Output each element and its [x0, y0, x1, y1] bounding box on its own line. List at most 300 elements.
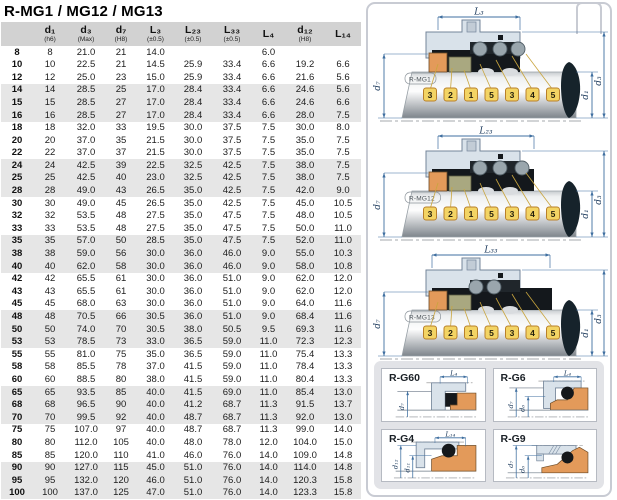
value-cell: 6.6: [336, 59, 350, 71]
value-cell: 15.8: [325, 474, 361, 487]
value-cell: 35.0: [295, 147, 315, 159]
value-cell: 37: [115, 147, 127, 159]
value-cell: 15.0: [146, 71, 165, 83]
value-cell: 51.0: [222, 285, 242, 297]
value-cell: 85.5: [76, 361, 96, 373]
value-cell: 14.0: [259, 449, 278, 461]
svg-text:d₇: d₇: [373, 200, 383, 210]
value-cell: 28.5: [67, 96, 105, 109]
value-cell: 30.0: [183, 134, 203, 146]
value-cell: 8: [47, 46, 53, 58]
value-cell: 7.5: [261, 197, 276, 209]
value-cell: 57.0: [67, 235, 105, 248]
value-cell: 74.0: [67, 323, 105, 336]
value-cell: 61: [115, 273, 127, 285]
value-cell: 11.3: [252, 411, 285, 424]
value-cell: 51.0: [174, 462, 212, 475]
value-cell: 14.8: [333, 449, 353, 461]
value-cell: 40: [33, 260, 67, 273]
table-row: [1, 487, 361, 500]
svg-text:d₃: d₃: [594, 314, 604, 324]
value-cell: 42.5: [212, 185, 252, 198]
table-row: [1, 134, 361, 147]
table-row: [1, 46, 361, 59]
value-cell: 35.0: [183, 222, 203, 234]
value-cell: 36.5: [174, 336, 212, 349]
svg-text:L₃: L₃: [474, 7, 484, 18]
value-cell: 125: [105, 487, 137, 500]
value-cell: 25.9: [183, 71, 203, 83]
column-header: d₁ (h6): [33, 22, 67, 46]
value-cell: 35.0: [183, 197, 203, 209]
value-cell: 33.4: [222, 71, 242, 83]
table-row: [1, 235, 361, 248]
svg-text:d₇: d₇: [506, 401, 515, 409]
value-cell: 7.5: [325, 172, 361, 185]
value-cell: 7.5: [252, 159, 285, 172]
value-cell: 11.3: [252, 399, 285, 412]
value-cell: 37.5: [222, 147, 242, 159]
value-cell: 75: [115, 348, 127, 360]
value-cell: 120.0: [74, 449, 98, 461]
value-cell: 48: [115, 210, 127, 222]
value-cell: 30.0: [295, 122, 315, 134]
value-cell: 15.0: [333, 436, 353, 448]
svg-text:L₄: L₄: [563, 369, 571, 378]
row-size-cell: 60: [11, 373, 23, 385]
value-cell: 37.0: [76, 147, 96, 159]
svg-text:3: 3: [509, 328, 515, 338]
value-cell: 11.6: [334, 298, 352, 310]
value-cell: 36.0: [183, 298, 203, 310]
row-size-cell: 20: [11, 134, 23, 146]
value-cell: 40.0: [137, 386, 174, 399]
value-cell: 76.0: [212, 487, 252, 500]
value-cell: 12.0: [333, 285, 353, 297]
value-cell: 38.0: [146, 373, 165, 385]
value-cell: 7.5: [325, 159, 361, 172]
row-size-cell: 53: [1, 336, 33, 349]
value-cell: [285, 46, 325, 59]
table-row: [1, 411, 361, 424]
table-row: [1, 210, 361, 223]
value-cell: 30.0: [137, 260, 174, 273]
value-cell: 42.0: [285, 185, 325, 198]
table-row: [1, 248, 361, 261]
value-cell: 35: [115, 134, 127, 146]
row-size-cell: 68: [1, 399, 33, 412]
detail-panel-r-g9: [493, 429, 598, 483]
value-cell: 14.8: [325, 462, 361, 475]
value-cell: 30: [44, 197, 56, 209]
value-cell: 14.5: [146, 59, 165, 71]
value-cell: 60: [44, 373, 56, 385]
svg-text:d₆: d₆: [518, 465, 527, 473]
value-cell: 23: [115, 71, 127, 83]
value-cell: 10.3: [325, 248, 361, 261]
row-size-cell: 50: [1, 323, 33, 336]
value-cell: 7.5: [336, 134, 350, 146]
value-cell: 80: [44, 436, 56, 448]
column-header: [1, 22, 33, 46]
value-cell: 25.9: [183, 59, 203, 71]
dimension-table: [1, 22, 361, 499]
value-cell: 27.5: [146, 222, 165, 234]
row-size-cell: 35: [1, 235, 33, 248]
value-cell: 37.0: [76, 134, 96, 146]
value-cell: 7.5: [261, 222, 276, 234]
value-cell: 70: [33, 411, 67, 424]
column-header: L₃ (±0.5): [137, 22, 174, 46]
value-cell: 41.2: [174, 399, 212, 412]
value-cell: 68.7: [222, 424, 242, 436]
value-cell: 68.7: [212, 399, 252, 412]
seal-cross-section-r-mg12: [368, 125, 610, 242]
table-row: [1, 462, 361, 475]
svg-text:d₇: d₇: [506, 460, 515, 468]
table-row: [1, 310, 361, 323]
value-cell: 30.0: [183, 147, 203, 159]
value-cell: 11.3: [259, 424, 278, 436]
diagram-r-mg1: [368, 6, 610, 123]
table-row: [1, 474, 361, 487]
column-header: L₁₄: [325, 22, 361, 46]
value-cell: 64.0: [295, 298, 315, 310]
value-cell: 32.5: [174, 172, 212, 185]
value-cell: 58: [44, 361, 56, 373]
table-row: [1, 96, 361, 109]
table-row: [1, 260, 361, 273]
seat-detail-grid: [374, 361, 604, 489]
value-cell: 25: [105, 84, 137, 97]
row-size-cell: 65: [1, 386, 33, 399]
value-cell: 25.0: [76, 71, 96, 83]
value-cell: 37.5: [222, 122, 242, 134]
value-cell: 21: [115, 46, 127, 58]
value-cell: 96.5: [67, 399, 105, 412]
row-size-cell: 70: [1, 411, 33, 424]
table-row: [1, 273, 361, 286]
value-cell: 47.5: [222, 210, 242, 222]
value-cell: 7.5: [261, 122, 276, 134]
value-cell: 41.5: [174, 386, 212, 399]
table-row: [1, 348, 361, 361]
svg-text:d₇: d₇: [398, 403, 407, 411]
value-cell: 45.0: [137, 462, 174, 475]
value-cell: 7.5: [325, 109, 361, 122]
value-cell: 28: [33, 185, 67, 198]
value-cell: 58: [105, 260, 137, 273]
value-cell: [212, 46, 252, 59]
value-cell: 14.0: [146, 46, 165, 58]
value-cell: 21.0: [76, 46, 96, 58]
value-cell: 35.0: [183, 210, 203, 222]
svg-text:d₇: d₇: [373, 81, 383, 91]
value-cell: 38: [33, 248, 67, 261]
svg-text:4: 4: [530, 209, 535, 219]
value-cell: 42: [44, 273, 56, 285]
value-cell: 41.5: [183, 373, 203, 385]
row-size-cell: 80: [11, 436, 23, 448]
value-cell: 40.0: [137, 399, 174, 412]
svg-text:1: 1: [468, 90, 474, 100]
value-cell: 28.0: [285, 109, 325, 122]
row-size-cell: 24: [1, 159, 33, 172]
value-cell: 7.5: [261, 147, 276, 159]
value-cell: 27: [105, 96, 137, 109]
value-cell: 92: [105, 411, 137, 424]
value-cell: 38.0: [285, 159, 325, 172]
value-cell: 30.0: [137, 248, 174, 261]
detail-panel-r-g4: [381, 429, 486, 483]
svg-text:2: 2: [448, 209, 453, 219]
svg-text:4: 4: [530, 328, 535, 338]
value-cell: 28.5: [67, 84, 105, 97]
value-cell: 100: [33, 487, 67, 500]
value-cell: 61: [115, 285, 127, 297]
value-cell: 33.4: [222, 59, 242, 71]
svg-text:1: 1: [468, 209, 474, 219]
value-cell: 9.0: [252, 248, 285, 261]
value-cell: 28.5: [67, 109, 105, 122]
svg-text:d₃: d₃: [594, 76, 604, 86]
value-cell: 11.0: [259, 348, 278, 360]
value-cell: 7.5: [261, 210, 276, 222]
svg-text:d₁: d₁: [581, 209, 591, 219]
svg-text:d₁: d₁: [581, 328, 591, 338]
value-cell: 120: [105, 474, 137, 487]
value-cell: 7.5: [252, 185, 285, 198]
value-cell: 69.0: [212, 386, 252, 399]
value-cell: 14.0: [252, 474, 285, 487]
svg-text:5: 5: [489, 90, 494, 100]
value-cell: 24.6: [285, 96, 325, 109]
value-cell: 13.3: [333, 373, 353, 385]
value-cell: 40.0: [137, 411, 174, 424]
value-cell: 23.0: [137, 172, 174, 185]
value-cell: 42.5: [212, 159, 252, 172]
value-cell: 78.0: [222, 436, 242, 448]
value-cell: 30.0: [183, 122, 203, 134]
value-cell: 46.0: [212, 260, 252, 273]
value-cell: 40.0: [146, 436, 165, 448]
table-row: [1, 424, 361, 437]
value-cell: 58.0: [285, 260, 325, 273]
svg-text:3: 3: [509, 90, 515, 100]
value-cell: 24: [33, 159, 67, 172]
value-cell: 30.5: [137, 323, 174, 336]
value-cell: 46.0: [137, 474, 174, 487]
column-header: L₃₃ (±0.5): [212, 22, 252, 46]
value-cell: 75: [44, 424, 56, 436]
value-cell: 62.0: [295, 285, 315, 297]
value-cell: 38.0: [174, 323, 212, 336]
value-cell: 120.3: [285, 474, 325, 487]
value-cell: 22.5: [76, 59, 96, 71]
row-size-cell: 8: [14, 46, 20, 58]
value-cell: 12.0: [333, 273, 353, 285]
value-cell: 19.5: [146, 122, 165, 134]
svg-text:R-MG1: R-MG1: [409, 76, 431, 84]
value-cell: 35.0: [146, 348, 165, 360]
value-cell: 10.5: [333, 210, 353, 222]
value-cell: 137.0: [67, 487, 105, 500]
value-cell: 36.5: [183, 348, 203, 360]
value-cell: 45.0: [295, 197, 315, 209]
value-cell: 112.0: [74, 436, 98, 448]
value-cell: 88.5: [76, 373, 96, 385]
table-row: [1, 197, 361, 210]
value-cell: 9.0: [261, 285, 276, 297]
value-cell: 24.6: [285, 84, 325, 97]
svg-text:2: 2: [448, 90, 453, 100]
value-cell: 65: [33, 386, 67, 399]
value-cell: 33: [115, 122, 127, 134]
value-cell: 33.4: [212, 109, 252, 122]
value-cell: 47.5: [222, 222, 242, 234]
table-row: [1, 449, 361, 462]
value-cell: 13.0: [325, 411, 361, 424]
value-cell: 41.5: [183, 361, 203, 373]
value-cell: 11.0: [252, 336, 285, 349]
value-cell: 35.0: [174, 235, 212, 248]
row-size-cell: 42: [11, 273, 23, 285]
value-cell: 19.2: [295, 59, 315, 71]
value-cell: 20: [44, 134, 56, 146]
value-cell: 12: [44, 71, 56, 83]
row-size-cell: 30: [11, 197, 23, 209]
value-cell: 85: [44, 449, 56, 461]
value-cell: 76.0: [212, 462, 252, 475]
detail-panel-r-g60: [381, 368, 486, 422]
value-cell: 40.0: [146, 424, 165, 436]
table-row: [1, 109, 361, 122]
row-size-cell: 18: [11, 122, 23, 134]
value-cell: 7.5: [336, 147, 350, 159]
value-cell: 11.0: [325, 235, 361, 248]
value-cell: 10: [44, 59, 56, 71]
row-size-cell: 55: [11, 348, 23, 360]
value-cell: 109.0: [293, 449, 317, 461]
value-cell: 66: [105, 310, 137, 323]
value-cell: 65.5: [76, 273, 96, 285]
value-cell: 25: [33, 172, 67, 185]
table-row: [1, 336, 361, 349]
value-cell: 92.0: [285, 411, 325, 424]
value-cell: 93.5: [67, 386, 105, 399]
value-cell: 90: [105, 399, 137, 412]
value-cell: 18: [44, 122, 56, 134]
svg-text:5: 5: [489, 209, 494, 219]
value-cell: 53.5: [76, 210, 96, 222]
value-cell: 33.4: [212, 84, 252, 97]
value-cell: 15: [33, 96, 67, 109]
value-cell: 6.6: [252, 109, 285, 122]
value-cell: 56: [105, 248, 137, 261]
row-size-cell: 16: [1, 109, 33, 122]
value-cell: [174, 46, 212, 59]
value-cell: 95: [33, 474, 67, 487]
value-cell: 28.5: [137, 235, 174, 248]
value-cell: 59.0: [212, 336, 252, 349]
value-cell: 104.0: [293, 436, 317, 448]
diagram-panel: [366, 2, 612, 497]
svg-text:1: 1: [468, 328, 474, 338]
value-cell: 49.0: [67, 185, 105, 198]
value-cell: 49.0: [76, 197, 96, 209]
value-cell: 68: [33, 399, 67, 412]
value-cell: 91.5: [285, 399, 325, 412]
detail-label: R-G4: [389, 432, 415, 445]
value-cell: 36.0: [183, 273, 203, 285]
value-cell: 13.3: [333, 348, 353, 360]
value-cell: 10.5: [333, 197, 353, 209]
svg-text:3: 3: [427, 328, 433, 338]
value-cell: 32.0: [76, 122, 96, 134]
detail-label: R-G6: [500, 372, 526, 384]
svg-text:5: 5: [550, 328, 556, 338]
value-cell: 45: [44, 298, 56, 310]
row-size-cell: 85: [11, 449, 23, 461]
value-cell: 105: [113, 436, 129, 448]
value-cell: 69.3: [285, 323, 325, 336]
value-cell: 9.0: [252, 260, 285, 273]
value-cell: 107.0: [74, 424, 98, 436]
svg-text:5: 5: [550, 90, 556, 100]
value-cell: 65.5: [76, 285, 96, 297]
value-cell: 46.0: [212, 248, 252, 261]
value-cell: 78.4: [295, 361, 315, 373]
row-size-cell: 28: [1, 185, 33, 198]
row-size-cell: 48: [1, 310, 33, 323]
seal-cross-section-r-mg13: [368, 244, 610, 361]
value-cell: 78.5: [67, 336, 105, 349]
value-cell: 76.0: [212, 474, 252, 487]
value-cell: 22: [44, 147, 56, 159]
value-cell: 48: [33, 310, 67, 323]
row-size-cell: 14: [1, 84, 33, 97]
value-cell: 30.0: [146, 285, 165, 297]
value-cell: 59.0: [222, 361, 242, 373]
value-cell: 59.0: [67, 248, 105, 261]
value-cell: 14.0: [252, 487, 285, 500]
svg-text:2: 2: [448, 328, 453, 338]
value-cell: 47.5: [212, 235, 252, 248]
value-cell: 15.8: [325, 487, 361, 500]
value-cell: 21.5: [146, 134, 165, 146]
value-cell: 47.0: [137, 487, 174, 500]
value-cell: 50: [105, 235, 137, 248]
value-cell: 21.6: [295, 71, 315, 83]
table-row: [1, 323, 361, 336]
value-cell: 40: [105, 172, 137, 185]
table-row: [1, 122, 361, 135]
value-cell: 30.0: [146, 298, 165, 310]
svg-text:L₃₃: L₃₃: [484, 245, 498, 256]
svg-text:R-MG12: R-MG12: [409, 195, 435, 203]
table-header-row: [1, 22, 361, 46]
value-cell: 70: [105, 323, 137, 336]
value-cell: 48.7: [174, 411, 212, 424]
value-cell: 12.0: [259, 436, 278, 448]
row-size-cell: 33: [11, 222, 23, 234]
row-size-cell: 43: [11, 285, 23, 297]
value-cell: 43: [44, 285, 56, 297]
value-cell: 97: [115, 424, 127, 436]
value-cell: 21: [115, 59, 127, 71]
value-cell: 32.5: [174, 159, 212, 172]
diagram-r-mg12: [368, 125, 610, 242]
